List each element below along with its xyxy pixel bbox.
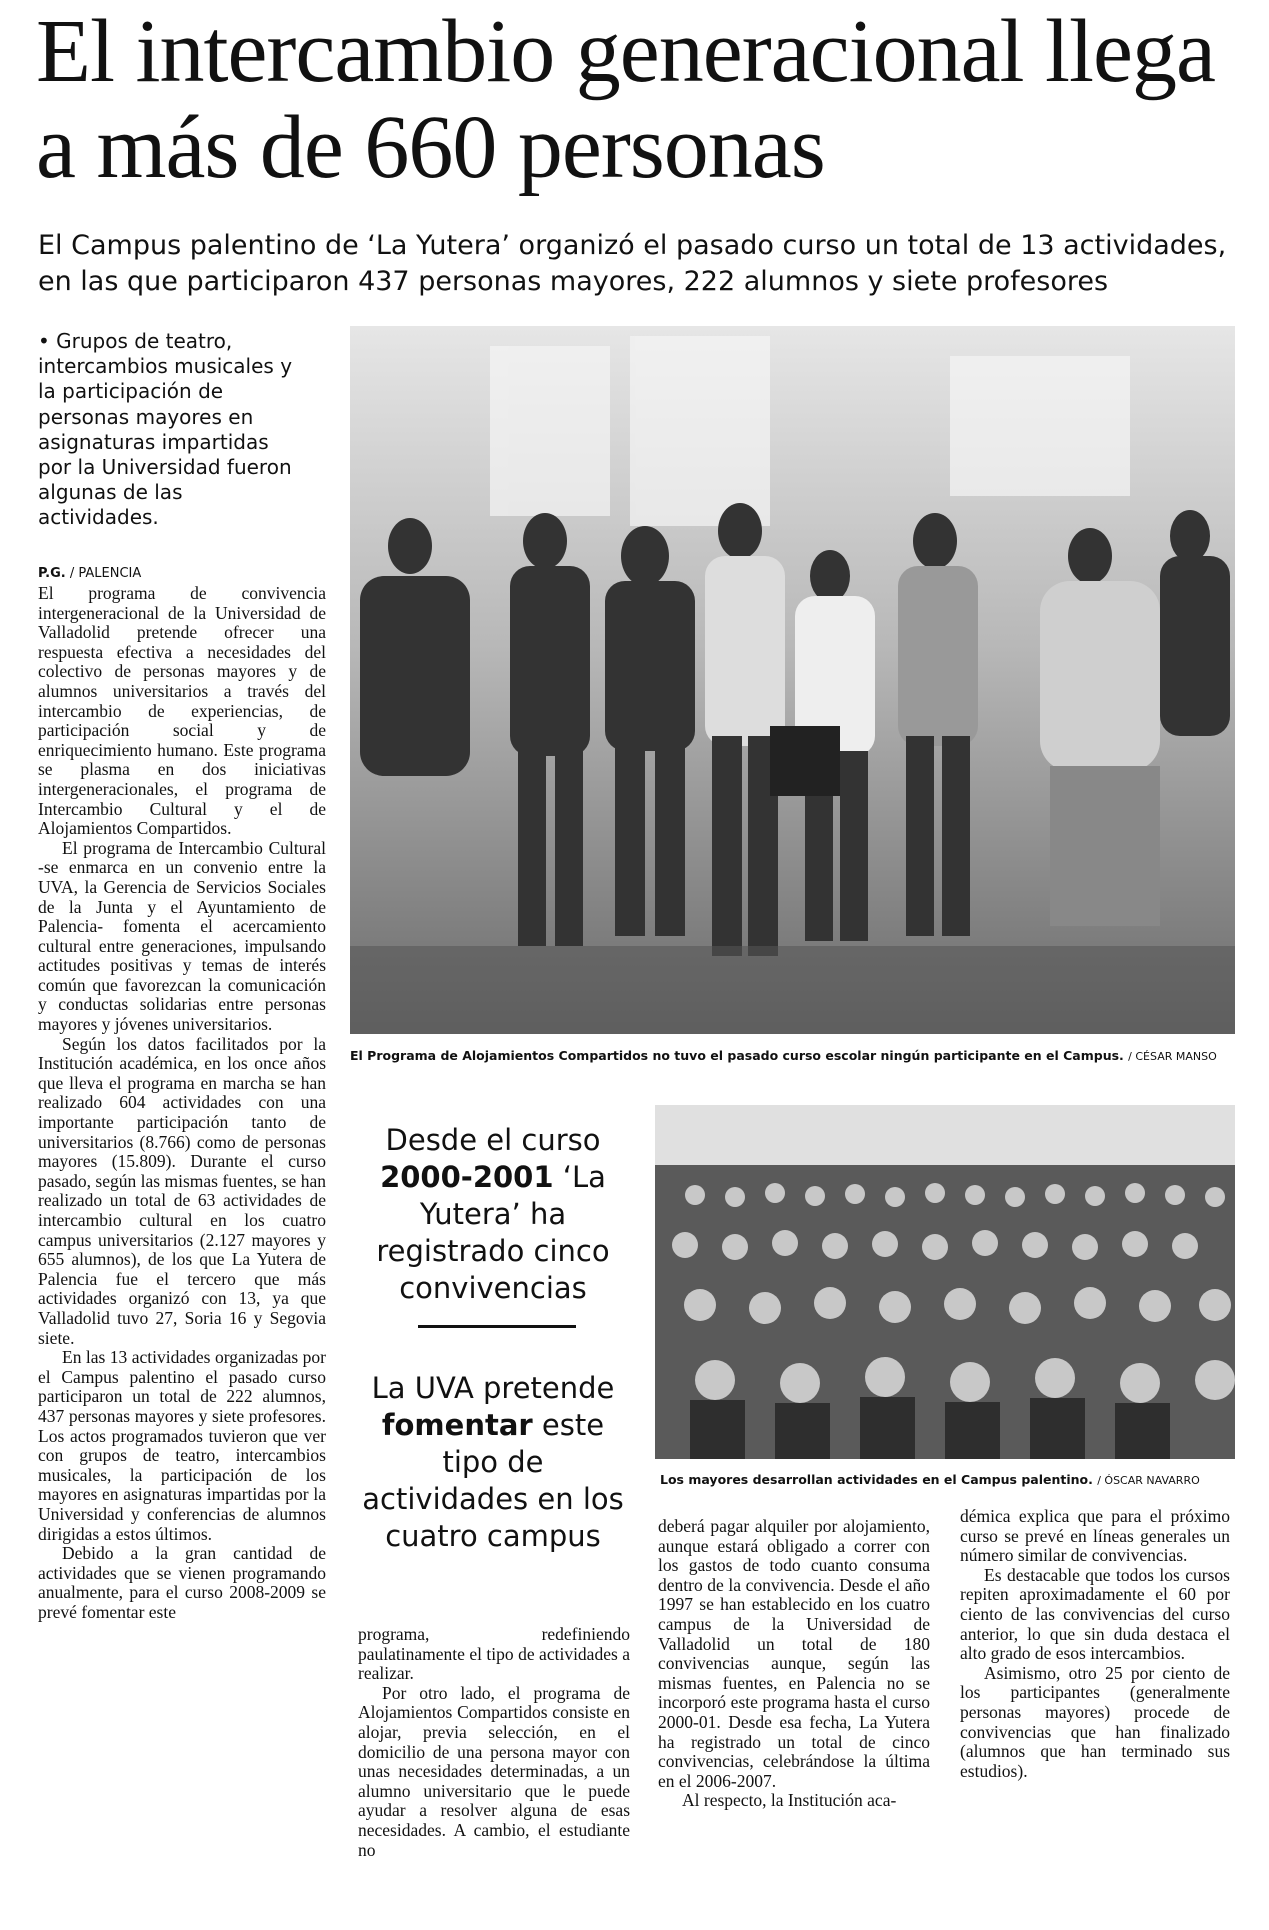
byline-author: P.G. — [38, 566, 66, 581]
paragraph: El programa de convivencia intergeneracional de la Universidad de Valladolid pretende ofrecer una respuesta efectiva a necesidades del colectivo de personas mayores y de alumnos universitarios a través del intercambio de experiencias, de participación social y de enriquecimiento humano. Este programa se plasma en dos iniciativas intergeneracionales, el programa de Intercambio Cultural y el de Alojamientos Compartidos. — [38, 583, 326, 839]
photo2-caption-text: Los mayores desarrollan actividades en el Campus palentino. — [660, 1472, 1093, 1487]
pullquote-2-before: La UVA pretende — [371, 1371, 615, 1405]
paragraph: deberá pagar alquiler por alojamiento, aunque estará obligado a correr con los gastos de todo cuanto consuma dentro de la convivencia. Desde el año 1997 se han establecido en los cuatro campus de la Universidad de Valladolid un total de 180 convivencias aunque, según las mismas fuentes, en Palencia no se incorporó este programa hasta el curso 2000-01. Desde esa fecha, La Yutera ha registrado un total de cinco convivencias, celebrándose la última en el 2006-2007. — [658, 1516, 930, 1791]
pullquote-2-after: este tipo de actividades en los cuatro campus — [362, 1408, 624, 1553]
photo-seniors-auditorium — [655, 1105, 1235, 1459]
paragraph: Es destacable que todos los cursos repiten aproximadamente el 60 por ciento de las convivencias del curso anterior, lo que sin duda destaca el alto grado de esos intercambios. — [960, 1564, 1230, 1664]
paragraph: démica explica que para el próximo curso se prevé en líneas generales un número similar de convivencias. — [960, 1506, 1230, 1566]
article-column-2 — [358, 1625, 630, 1860]
headline: El intercambio generacional llega a más de 660 personas — [36, 2, 1215, 197]
pullquote-2 — [358, 1370, 628, 1555]
paragraph: Por otro lado, el programa de Alojamientos Compartidos consiste en alojar, previa selección, en el domicilio de una persona mayor con unas necesidades determinadas, a un alumno universitario que le puede ayudar a resolver alguna de esas necesidades. A cambio, el estudiante no — [358, 1682, 630, 1860]
pullquote-divider — [418, 1325, 576, 1328]
photo1-credit: / CÉSAR MANSO — [1128, 1050, 1217, 1063]
pullquote-1-after: ‘La Yutera’ ha registrado cinco convivencias — [376, 1160, 610, 1305]
lead-summary: • Grupos de teatro, intercambios musicales y la participación de personas mayores en asignaturas impartidas por la Universidad fueron algunas de las actividades. — [38, 329, 293, 530]
pullquote-2-bold: fomentar — [381, 1408, 533, 1442]
paragraph: En las 13 actividades organizadas por el Campus palentino el pasado curso participaron un total de 222 alumnos, 437 personas mayores y siete profesores. Los actos programados tuvieron que ver con grupos de teatro, intercambios musicales, la participación de los mayores en asignaturas impartidas por la Universidad y conferencias de alumnos dirigidas a estos últimos. — [38, 1347, 326, 1544]
pullquote-1 — [358, 1122, 628, 1307]
paragraph: El programa de Intercambio Cultural -se enmarca en un convenio entre la UVA, la Gerencia de Servicios Sociales de la Junta y el Ayuntamiento de Palencia- fomenta el acercamiento cultural entre generaciones, impulsando actitudes positivas y temas de interés común que favorezcan la comunicación y conductas solidarias entre personas mayores y jóvenes universitarios. — [38, 837, 326, 1035]
paragraph: Según los datos facilitados por la Institución académica, en los once años que lleva el programa en marcha se han realizado 604 actividades con una importante participación tanto de universitarios (8.766) como de personas mayores (15.809). Durante el curso pasado, según las mismas fuentes, se han realizado un total de 63 actividades de intercambio cultural en los cuatro campus universitarios (2.127 mayores y 655 alumnos), de los que La Yutera de Palencia fue el tercero que más actividades organizó con 13, ya que Valladolid tuvo 27, Soria 16 y Segovia siete. — [38, 1033, 326, 1348]
article-column-3 — [658, 1517, 930, 1811]
pullquote-1-bold: 2000-2001 — [380, 1160, 554, 1194]
byline — [38, 566, 141, 581]
photo2-caption — [660, 1472, 1240, 1487]
photo-students-graphic — [350, 326, 1235, 1034]
pullquote-1-before: Desde el curso — [385, 1123, 601, 1157]
photo2-credit: / ÓSCAR NAVARRO — [1097, 1474, 1200, 1487]
paragraph: programa, redefiniendo paulatinamente el tipo de actividades a realizar. — [358, 1624, 630, 1684]
subheadline: El Campus palentino de ‘La Yutera’ organizó el pasado curso un total de 13 actividades, en las que participaron 437 personas mayores, 222 alumnos y siete profesores — [38, 230, 1227, 297]
photo-seniors-graphic — [655, 1105, 1235, 1459]
photo-students-campus — [350, 326, 1235, 1034]
photo1-caption — [350, 1048, 1240, 1063]
photo1-caption-text: El Programa de Alojamientos Compartidos no tuvo el pasado curso escolar ningún participante en el Campus. — [350, 1048, 1124, 1063]
paragraph: Al respecto, la Institución aca- — [682, 1790, 897, 1811]
paragraph: Asimismo, otro 25 por ciento de los participantes (generalmente personas mayores) procede de convivencias que han finalizado (alumnos que han terminado sus estudios). — [960, 1662, 1230, 1781]
byline-location: / PALENCIA — [69, 566, 142, 581]
article-column-1 — [38, 584, 326, 1622]
article-column-4 — [960, 1507, 1230, 1781]
paragraph: Debido a la gran cantidad de actividades que se vienen programando anualmente, para el curso 2008-2009 se prevé fomentar este — [38, 1543, 326, 1622]
